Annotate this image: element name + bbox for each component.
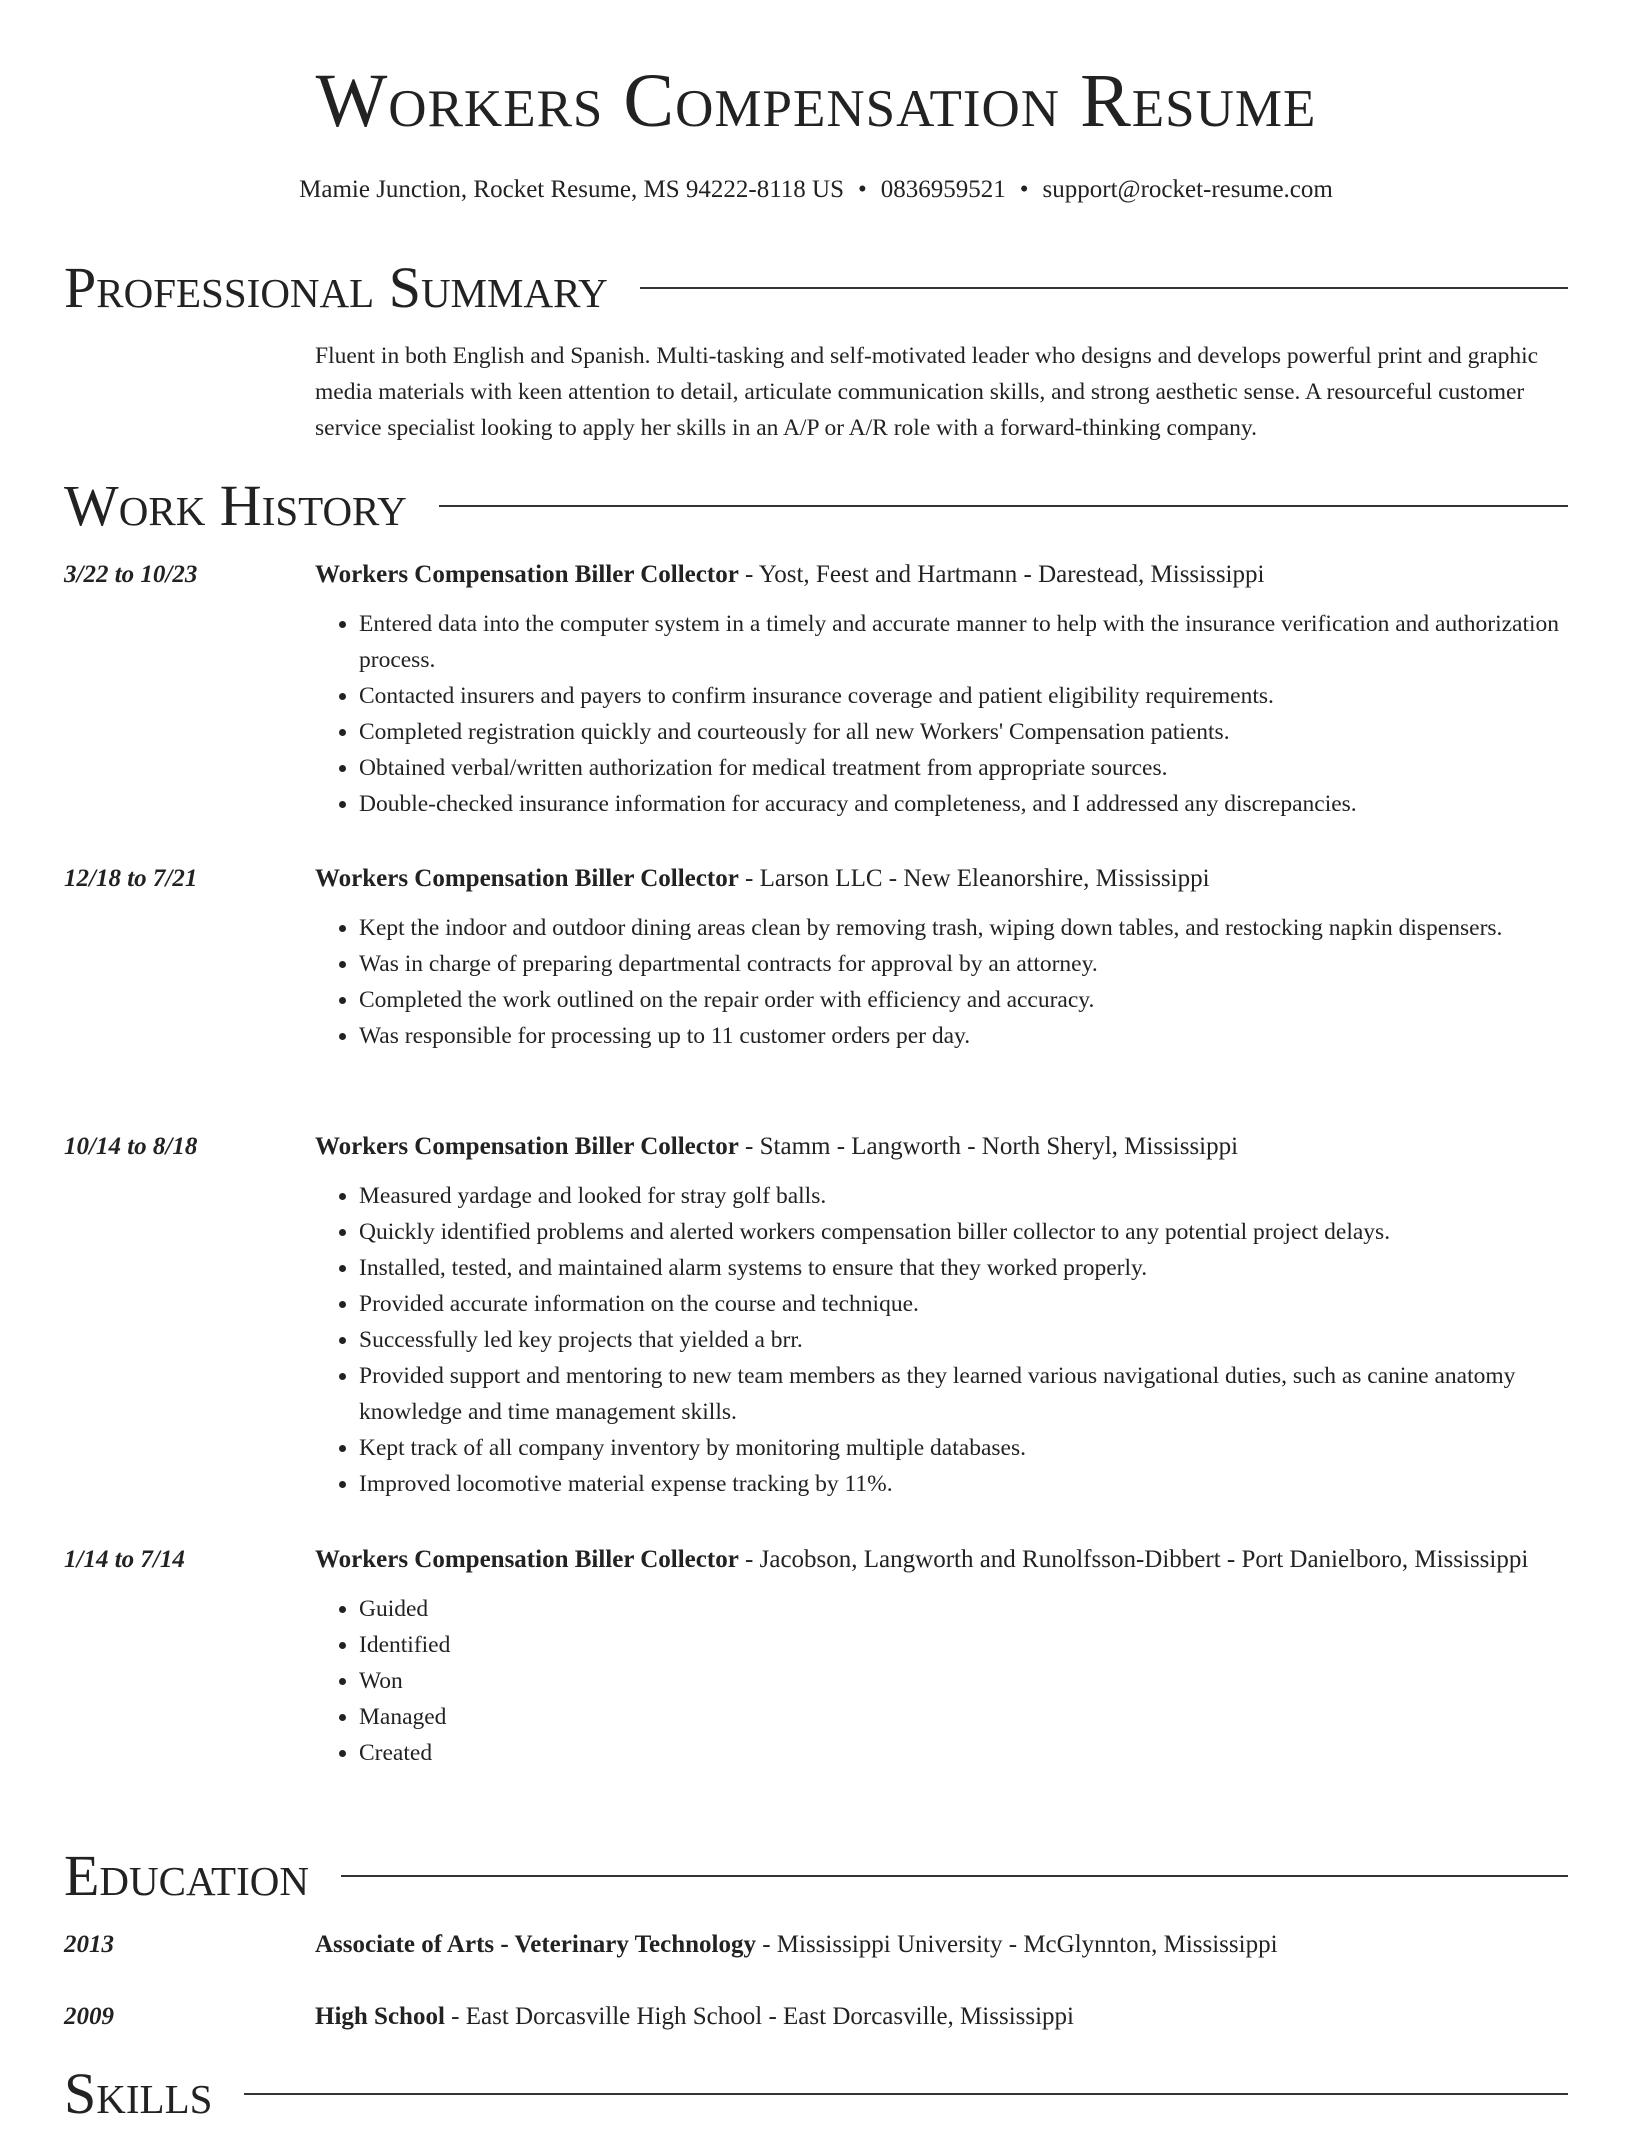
job-heading bbox=[315, 860, 1568, 898]
section-title-skills: Skills bbox=[64, 2061, 213, 2127]
job-bullet: • Successfully led key projects that yielded a brr. bbox=[359, 1322, 1568, 1358]
job-employer: - Yost, Feest and Hartmann - Darestead, Mississippi bbox=[738, 561, 1265, 588]
contact-email: support@rocket-resume.com bbox=[1042, 176, 1333, 203]
education-heading bbox=[315, 1998, 1568, 2036]
job-employer: - Jacobson, Langworth and Runolfsson-Dibbert - Port Danielboro, Mississippi bbox=[738, 1546, 1529, 1573]
job-bullet: • Installed, tested, and maintained alarm systems to ensure that they worked properly. bbox=[359, 1250, 1568, 1286]
job-dates: 3/22 to 10/23 bbox=[64, 561, 198, 588]
job-bullet: • Identified bbox=[359, 1627, 1568, 1663]
contact-separator: • bbox=[858, 176, 867, 203]
job-entry bbox=[64, 556, 1568, 822]
job-title: Workers Compensation Biller Collector bbox=[315, 561, 739, 588]
job-heading bbox=[315, 556, 1568, 594]
job-bullet: • Was responsible for processing up to 11 customer orders per day. bbox=[359, 1018, 1568, 1054]
job-bullet: • Kept the indoor and outdoor dining areas clean by removing trash, wiping down tables, and restocking napkin dispensers. bbox=[359, 910, 1568, 946]
education-entry bbox=[64, 1926, 1568, 1964]
job-dates: 12/18 to 7/21 bbox=[64, 865, 198, 892]
job-entry bbox=[64, 1541, 1568, 1771]
job-title: Workers Compensation Biller Collector bbox=[315, 1133, 739, 1160]
section-divider bbox=[439, 505, 1568, 507]
job-employer: - Larson LLC - New Eleanorshire, Mississippi bbox=[738, 865, 1210, 892]
job-bullet: • Created bbox=[359, 1735, 1568, 1771]
job-bullet: • Obtained verbal/written authorization for medical treatment from appropriate sources. bbox=[359, 750, 1568, 786]
section-header-summary bbox=[64, 248, 1568, 328]
section-title-education: Education bbox=[64, 1843, 309, 1909]
job-bullets bbox=[315, 606, 1568, 822]
education-year: 2009 bbox=[64, 2003, 114, 2030]
job-bullet: • Completed the work outlined on the repair order with efficiency and accuracy. bbox=[359, 982, 1568, 1018]
section-title-summary: Professional Summary bbox=[64, 255, 608, 321]
education-heading bbox=[315, 1926, 1568, 1964]
resume-title: Workers Compensation Resume bbox=[315, 59, 1317, 143]
job-bullet: • Quickly identified problems and alerted workers compensation biller collector to any potential project delays. bbox=[359, 1214, 1568, 1250]
section-divider bbox=[244, 2093, 1568, 2095]
section-header-education bbox=[64, 1836, 1568, 1916]
contact-line bbox=[0, 174, 1632, 207]
job-bullets bbox=[315, 1178, 1568, 1502]
job-bullet: • Improved locomotive material expense tracking by 11%. bbox=[359, 1466, 1568, 1502]
job-bullet: • Won bbox=[359, 1663, 1568, 1699]
job-employer: - Stamm - Langworth - North Sheryl, Mississippi bbox=[738, 1133, 1239, 1160]
job-heading bbox=[315, 1541, 1568, 1579]
job-bullets bbox=[315, 1591, 1568, 1771]
job-bullet: • Contacted insurers and payers to confirm insurance coverage and patient eligibility requirements. bbox=[359, 678, 1568, 714]
job-bullet: • Was in charge of preparing departmental contracts for approval by an attorney. bbox=[359, 946, 1568, 982]
education-school: - East Dorcasville High School - East Dorcasville, Mississippi bbox=[444, 2003, 1074, 2030]
education-year: 2013 bbox=[64, 1931, 114, 1958]
job-bullet: • Kept track of all company inventory by monitoring multiple databases. bbox=[359, 1430, 1568, 1466]
job-title: Workers Compensation Biller Collector bbox=[315, 1546, 739, 1573]
job-heading bbox=[315, 1128, 1568, 1166]
education-school: - Mississippi University - McGlynnton, Mississippi bbox=[755, 1931, 1278, 1958]
contact-separator: • bbox=[1019, 176, 1029, 203]
education-degree: Associate of Arts - Veterinary Technology bbox=[315, 1931, 756, 1958]
job-bullet: • Provided support and mentoring to new team members as they learned various navigational duties, such as canine anatomy knowledge and time management skills. bbox=[359, 1358, 1568, 1430]
job-dates: 1/14 to 7/14 bbox=[64, 1546, 185, 1573]
job-entry bbox=[64, 860, 1568, 1054]
job-title: Workers Compensation Biller Collector bbox=[315, 865, 739, 892]
job-bullet: • Entered data into the computer system in a timely and accurate manner to help with the insurance verification and authorization process. bbox=[359, 606, 1568, 678]
section-header-work-history bbox=[64, 466, 1568, 546]
job-entry bbox=[64, 1128, 1568, 1502]
section-divider bbox=[341, 1875, 1568, 1877]
section-header-skills bbox=[64, 2054, 1568, 2134]
job-bullet: • Completed registration quickly and courteously for all new Workers' Compensation patients. bbox=[359, 714, 1568, 750]
job-bullet: • Managed bbox=[359, 1699, 1568, 1735]
job-bullet: • Provided accurate information on the course and technique. bbox=[359, 1286, 1568, 1322]
job-bullets bbox=[315, 910, 1568, 1054]
contact-address: Mamie Junction, Rocket Resume, MS 94222-8118 US bbox=[299, 176, 845, 203]
job-dates: 10/14 to 8/18 bbox=[64, 1133, 198, 1160]
education-degree: High School bbox=[315, 2003, 445, 2030]
summary-text: Fluent in both English and Spanish. Multi-tasking and self-motivated leader who designs and develops powerful print and graphic media materials with keen attention to detail, articulate communication skills, and strong aesthetic sense. A resourceful customer service specialist looking to apply her skills in an A/P or A/R role with a forward-thinking company. bbox=[315, 343, 1539, 441]
contact-phone: 0836959521 bbox=[880, 176, 1006, 203]
job-bullet: • Double-checked insurance information for accuracy and completeness, and I addressed any discrepancies. bbox=[359, 786, 1568, 822]
section-title-work-history: Work History bbox=[64, 473, 407, 539]
job-bullet: • Guided bbox=[359, 1591, 1568, 1627]
education-entry bbox=[64, 1998, 1568, 2036]
job-bullet: • Measured yardage and looked for stray golf balls. bbox=[359, 1178, 1568, 1214]
section-divider bbox=[640, 287, 1568, 289]
